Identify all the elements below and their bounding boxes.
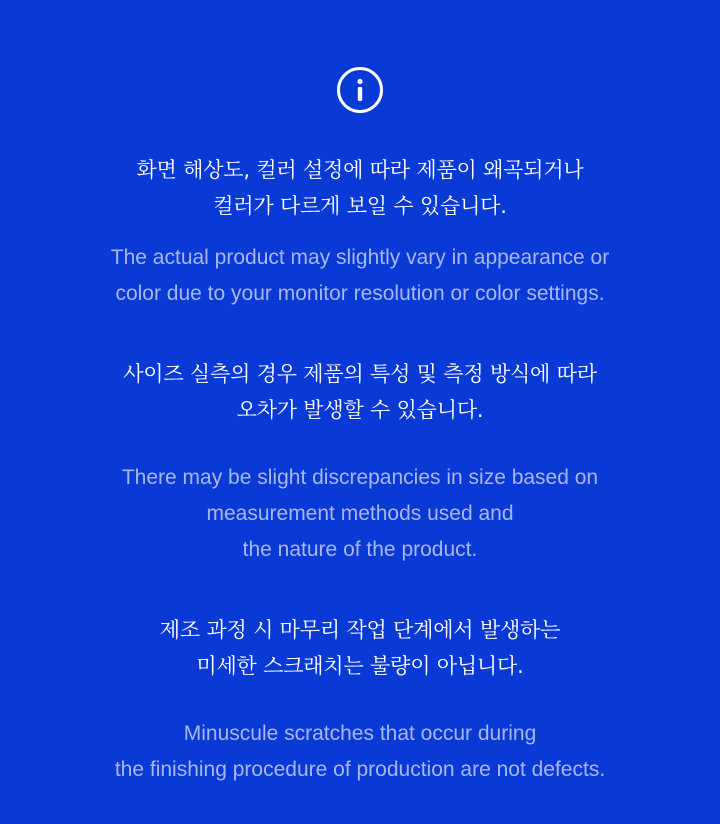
korean-line: 화면 해상도, 컬러 설정에 따라 제품이 왜곡되거나	[136, 158, 584, 182]
korean-line: 오차가 발생할 수 있습니다.	[236, 398, 484, 422]
korean-line: 미세한 스크래치는 불량이 아닙니다.	[196, 654, 524, 678]
notice-display-variation	[0, 152, 720, 312]
korean-line: 컬러가 다르게 보일 수 있습니다.	[213, 194, 507, 218]
info-circle-icon	[336, 66, 384, 114]
notice-korean-text	[0, 356, 720, 428]
notice-korean-text	[0, 152, 720, 224]
notice-english-text	[0, 716, 720, 788]
english-line: measurement methods used and	[206, 502, 514, 525]
english-line: The actual product may slightly vary in appearance or	[110, 246, 610, 269]
english-line: the finishing procedure of production are not defects.	[114, 758, 606, 781]
english-line: the nature of the product.	[242, 538, 478, 561]
english-line: There may be slight discrepancies in size based on	[121, 466, 599, 489]
notice-size-discrepancy	[0, 356, 720, 568]
notice-english-text	[0, 460, 720, 568]
english-line: Minuscule scratches that occur during	[183, 722, 537, 745]
notice-korean-text	[0, 612, 720, 684]
english-line: color due to your monitor resolution or color settings.	[115, 282, 605, 305]
korean-line: 사이즈 실측의 경우 제품의 특성 및 측정 방식에 따라	[123, 362, 597, 386]
notice-scratches	[0, 612, 720, 788]
notice-english-text	[0, 240, 720, 312]
korean-line: 제조 과정 시 마무리 작업 단계에서 발생하는	[159, 618, 561, 642]
